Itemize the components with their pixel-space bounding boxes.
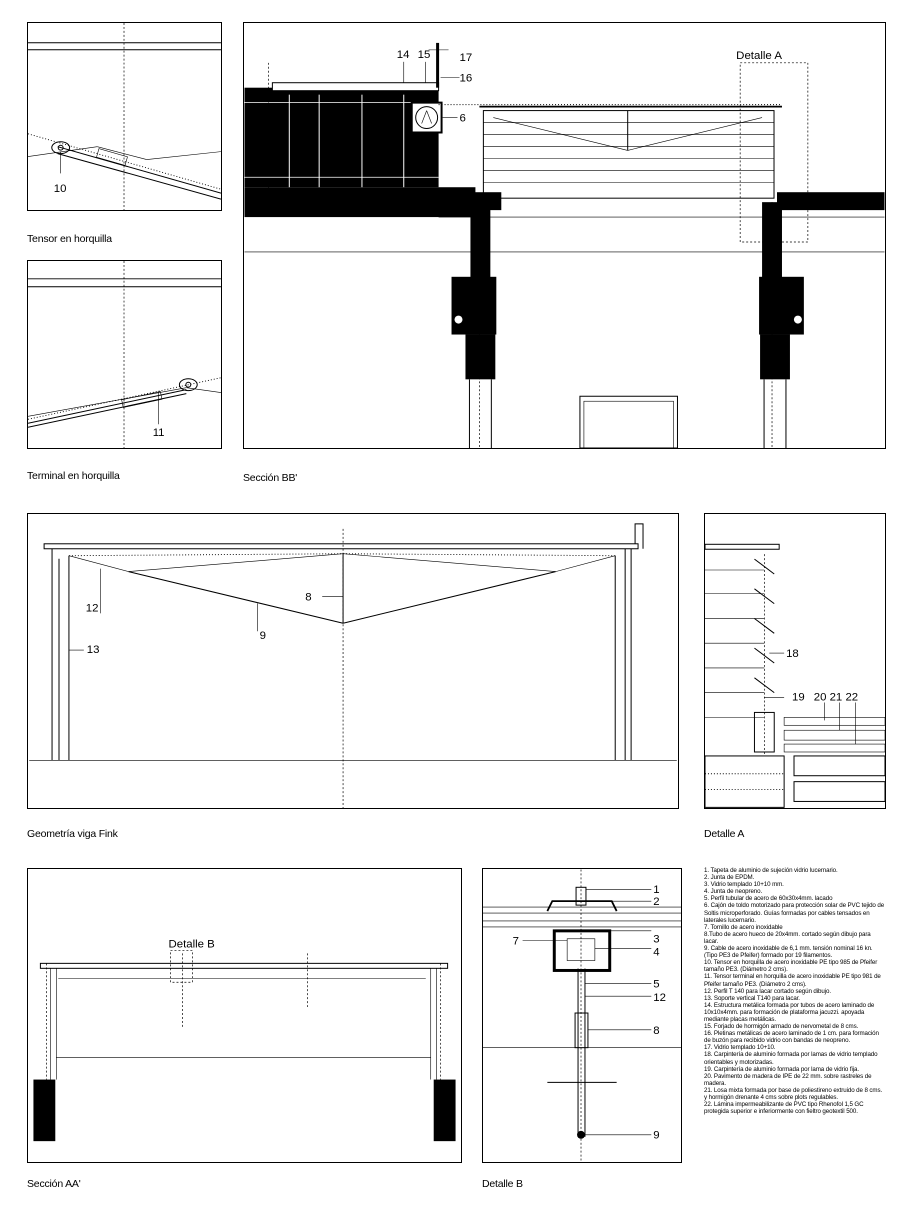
section-aa-panel bbox=[27, 868, 462, 1163]
detail-b-panel bbox=[482, 868, 682, 1163]
section-bb-panel bbox=[243, 22, 886, 449]
callout-12: 12 bbox=[85, 602, 99, 615]
detail-a-caption: Detalle A bbox=[704, 828, 745, 840]
legend-item: 10. Tensor en horquilla de acero inoxidable PE tipo 985 de Pfeifer tamaño PE3. (Diámetro 2 cms). bbox=[704, 959, 878, 974]
callout-b-3: 3 bbox=[653, 933, 660, 946]
callout-b-8: 8 bbox=[653, 1024, 660, 1037]
legend-item: 14. Estructura metálica formada por tubos de acero laminado de 10x10x4mm. para formación de plataforma jacuzzi. apoyada mediante placas metálicas. bbox=[704, 1001, 875, 1023]
tensor-caption: Tensor en horquilla bbox=[27, 233, 112, 245]
detail-b-label: Detalle B bbox=[168, 938, 215, 951]
detail-a-drawing bbox=[705, 514, 885, 808]
legend-item: 1. Tapeta de aluminio de sujeción vidrio lucernario. bbox=[704, 867, 838, 874]
section-aa-caption: Sección AA' bbox=[27, 1178, 81, 1190]
legend-item: 5. Perfil tubular de acero de 60x30x4mm. lacado bbox=[704, 895, 833, 903]
terminal-detail-panel bbox=[27, 260, 222, 449]
callout-22: 22 bbox=[845, 691, 859, 704]
section-bb-drawing bbox=[244, 23, 885, 448]
legend-item: 8.Tubo de acero hueco de 20x4mm. cortado según dibujo para lacar. bbox=[704, 930, 871, 945]
callout-16: 16 bbox=[459, 72, 473, 85]
fink-truss-drawing bbox=[28, 514, 678, 808]
section-aa-drawing bbox=[28, 869, 461, 1162]
callout-10: 10 bbox=[53, 183, 67, 196]
callout-b-7: 7 bbox=[512, 935, 520, 948]
legend-item: 13. Soporte vertical T140 para lacar. bbox=[704, 994, 800, 1002]
callout-b-5: 5 bbox=[653, 978, 660, 991]
legend-item: 12. Perfil T 140 para lacar cortado según dibujo. bbox=[704, 987, 831, 995]
legend-item: 19. Carpintería de aluminio formada por lama de vidrio fija. bbox=[704, 1065, 859, 1073]
legend-item: 6. Cajón de toldo motorizado para protección solar de PVC tejido de Soltis microperforado. Guías formadas por cables tensados en laterales lucernario. bbox=[704, 902, 885, 924]
callout-b-1: 1 bbox=[653, 884, 660, 897]
legend-item: 3. Vidrio templado 10+10 mm. bbox=[704, 881, 784, 889]
callout-17: 17 bbox=[459, 51, 473, 64]
callout-b-9: 9 bbox=[653, 1129, 660, 1142]
callout-11: 11 bbox=[152, 427, 165, 440]
fink-truss-panel bbox=[27, 513, 679, 809]
legend-item: 11. Tensor terminal en horquilla de acero inoxidable PE tipo 981 de Pfeifer tamaño PE3. (Diámetro 2 cms). bbox=[704, 973, 881, 988]
callout-19: 19 bbox=[792, 691, 805, 704]
legend-item: 4. Junta de neopreno. bbox=[704, 888, 763, 896]
callout-20: 20 bbox=[813, 691, 827, 704]
callout-8: 8 bbox=[305, 591, 312, 604]
legend-notes bbox=[704, 867, 886, 1115]
callout-9: 9 bbox=[259, 630, 266, 643]
legend-item: 9. Cable de acero inoxidable de 6,1 mm. tensión nominal 16 kn. (Tipo PE3 de Pfeifer) formado por 19 filamentos. bbox=[704, 945, 873, 960]
callout-b-4: 4 bbox=[653, 946, 660, 959]
callout-b-12: 12 bbox=[653, 992, 666, 1005]
callout-18: 18 bbox=[786, 648, 799, 661]
legend-item: 16. Pletinas metálicas de acero laminado de 1 cm. para formación de buzón para recibido vidrio con bandas de neopreno. bbox=[704, 1030, 879, 1045]
section-bb-caption: Sección BB' bbox=[243, 472, 298, 484]
callout-14: 14 bbox=[396, 48, 410, 61]
terminal-detail-drawing bbox=[28, 261, 221, 448]
tensor-detail-drawing bbox=[28, 23, 221, 210]
callout-6: 6 bbox=[459, 112, 466, 125]
legend-item: 21. Losa mixta formada por base de poliestireno extruido de 8 cms. y hormigón drenante 4 cms sobre plots regulables. bbox=[704, 1086, 883, 1101]
callout-b-2: 2 bbox=[653, 896, 660, 909]
detail-a-panel bbox=[704, 513, 886, 809]
detail-b-caption: Detalle B bbox=[482, 1178, 523, 1190]
detail-a-label: Detalle A bbox=[736, 49, 782, 62]
tensor-detail-panel bbox=[27, 22, 222, 211]
legend-item: 15. Forjado de hormigón armado de nervometal de 8 cms. bbox=[704, 1023, 859, 1031]
callout-21: 21 bbox=[829, 691, 843, 704]
terminal-caption: Terminal en horquilla bbox=[27, 470, 120, 482]
legend-item: 17. Vidrio templado 10+10. bbox=[704, 1044, 776, 1052]
callout-15: 15 bbox=[417, 48, 431, 61]
legend-item: 18. Carpintería de aluminio formada por lamas de vidrio templado orientables y motorizadas. bbox=[704, 1051, 878, 1066]
legend-item: 2. Junta de EPDM. bbox=[704, 874, 755, 882]
detail-b-drawing bbox=[483, 869, 681, 1162]
legend-item: 20. Pavimento de madera de IPE de 22 mm. sobre rastreles de madera. bbox=[704, 1072, 872, 1087]
legend-item: 22. Lámina impermeabilizante de PVC tipo Rhenofol 1,5 GC protegida superior e inferiormente con fieltro geotextil 500. bbox=[704, 1101, 864, 1116]
legend-item: 7. Tornillo de acero inoxidable bbox=[704, 923, 783, 931]
callout-13: 13 bbox=[86, 644, 100, 657]
fink-caption: Geometría viga Fink bbox=[27, 828, 118, 840]
